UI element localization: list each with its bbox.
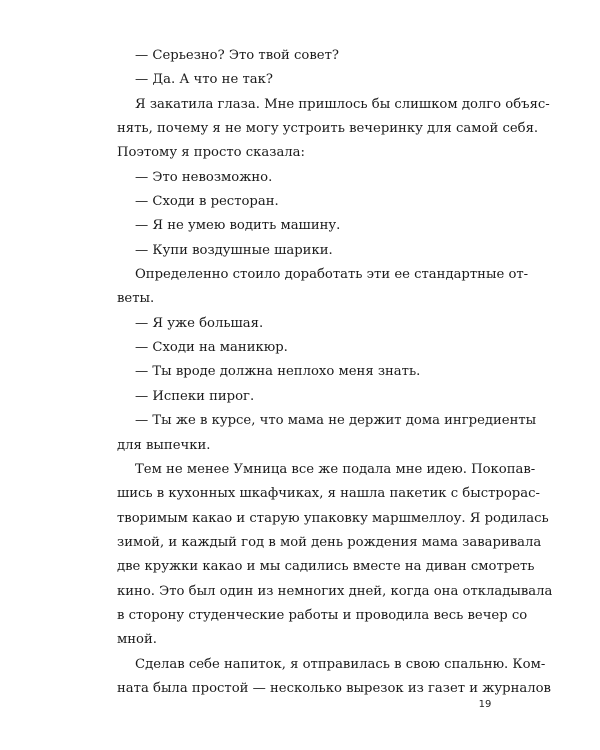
text-line: — Я уже большая. — [135, 315, 264, 331]
text-line: творимым какао и старую упаковку маршмеллоу. Я родилась — [117, 510, 549, 526]
text-line: — Да. А что не так? — [135, 72, 273, 88]
text-line: Определенно стоило доработать эти ее стандартные от- — [135, 267, 529, 283]
text-line: — Сходи в ресторан. — [135, 194, 279, 210]
text-line: — Испеки пирог. — [135, 388, 255, 404]
text-line: две кружки какао и мы садились вместе на диван смотреть — [117, 559, 535, 575]
text-line: — Серьезно? Это твой совет? — [135, 48, 339, 63]
text-line: — Это невозможно. — [135, 169, 273, 185]
text-line: мной. — [117, 632, 157, 648]
text-line: зимой, и каждый год в мой день рождения мама заваривала — [117, 534, 542, 550]
text-line: — Ты же в курсе, что мама не держит дома ингредиенты — [135, 413, 537, 429]
text-line: кино. Это был один из немногих дней, когда она откладывала — [117, 583, 553, 599]
text-line: — Я не умею водить машину. — [135, 218, 341, 234]
text-line: нять, почему я не могу устроить вечеринку для самой себя. — [117, 121, 539, 137]
book-page-text — [117, 44, 553, 701]
text-line: — Ты вроде должна неплохо меня знать. — [135, 364, 421, 380]
text-line: Поэтому я просто сказала: — [117, 145, 305, 161]
text-line: — Купи воздушные шарики. — [135, 242, 333, 258]
text-line: в сторону студенческие работы и проводила весь вечер со — [117, 607, 528, 623]
text-line: Сделав себе напиток, я отправилась в свою спальню. Ком- — [135, 656, 546, 672]
text-line: шись в кухонных шкафчиках, я нашла пакетик с быстрорас- — [117, 486, 540, 502]
text-line: Я закатила глаза. Мне пришлось бы слишком долго объяс- — [135, 96, 550, 112]
text-line: Тем не менее Умница все же подала мне идею. Покопав- — [135, 461, 536, 477]
text-line: веты. — [117, 291, 155, 307]
text-line: ната была простой — несколько вырезок из газет и журналов — [117, 680, 551, 696]
text-line: для выпечки. — [117, 437, 211, 453]
text-line: — Сходи на маникюр. — [135, 340, 288, 356]
page-number: 19 — [478, 699, 492, 710]
